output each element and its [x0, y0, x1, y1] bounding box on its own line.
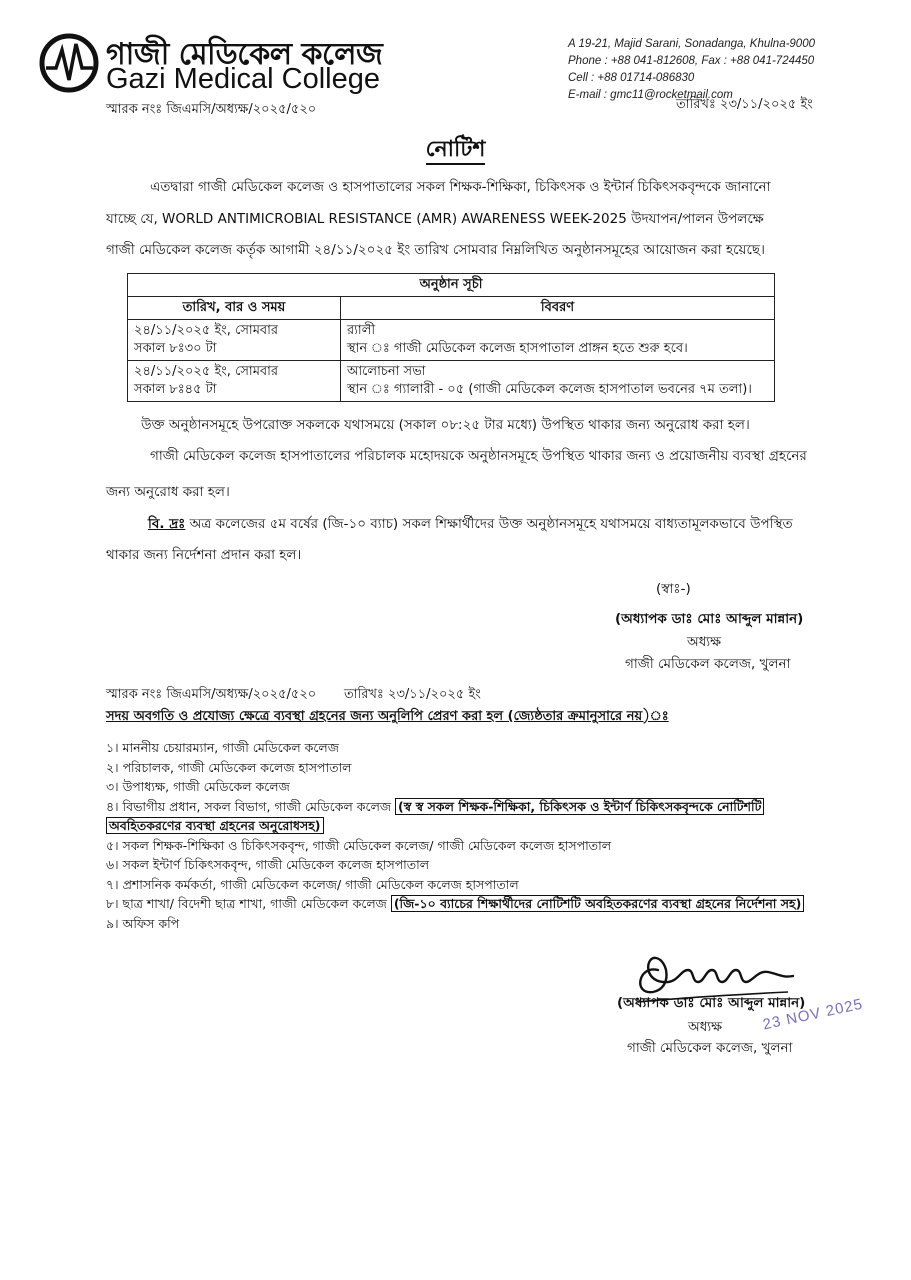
copy-signatory-org: গাজী মেডিকেল কলেজ, খুলনা — [627, 1040, 793, 1056]
schedule-table — [127, 273, 775, 402]
row-time: সকাল ৮ঃ৪৫ টা — [134, 382, 217, 397]
copy-signatory-name: (অধ্যাপক ডাঃ মোঃ আব্দুল মান্নান) — [617, 995, 806, 1011]
signatory-title: অধ্যক্ষ — [687, 634, 722, 650]
memo-date: তারিখঃ ২৩/১১/২০২৫ ইং — [676, 97, 813, 112]
row-venue: স্থান ঃ গ্যালারী - ০৫ (গাজী মেডিকেল কলেজ হাসপাতাল ভবনের ৭ম তলা)। — [347, 382, 752, 397]
copy-heading: সদয় অবগতি ও প্রযোজ্য ক্ষেত্রে ব্যবস্থা গ্রহনের জন্য অনুলিপি প্রেরণ করা হল (জ্যেষ্ঠতার ক্রমানুসারে নয়)ঃ — [106, 709, 669, 724]
row-venue: স্থান ঃ গাজী মেডিকেল কলেজ হাসপাতাল প্রাঙ্গন হতে শুরু হবে। — [347, 341, 688, 356]
date-stamp: 23 NOV 2025 — [761, 995, 865, 1034]
cell: Cell : +88 01714-086830 — [568, 72, 695, 84]
list-item-continued: অবহিতকরণের ব্যবস্থা গ্রহনের অনুরোধসহ) — [106, 816, 804, 836]
list-item: ৬। সকল ইন্টার্ণ চিকিৎসকবৃন্দ, গাজী মেডিকেল কলেজ হাসপাতাল — [106, 857, 430, 872]
para1-line2: যাচ্ছে যে, WORLD ANTIMICROBIAL RESISTANCE (AMR) AWARENESS WEEK-2025 উদযাপন/পালন উপলক্ষে — [106, 211, 764, 227]
list-item: ৪। বিভাগীয় প্রধান, সকল বিভাগ, গাজী মেডিকেল কলেজ (স্ব স্ব সকল শিক্ষক-শিক্ষিকা, চিকিৎসক ও ইন্টার্ণ চিকিৎসকবৃন্দকে নোটিশটি — [106, 797, 804, 817]
signatory-name: (অধ্যাপক ডাঃ মোঃ আব্দুল মান্নান) — [615, 611, 804, 627]
memo-number: স্মারক নংঃ জিএমসি/অধ্যক্ষ/২০২৫/৫২০ — [106, 102, 317, 117]
schedule-col-date: তারিখ, বার ও সময় — [128, 297, 341, 320]
list-item: ৭। প্রশাসনিক কর্মকর্তা, গাজী মেডিকেল কলেজ/ গাজী মেডিকেল কলেজ হাসপাতাল — [106, 876, 519, 892]
email: E-mail : gmc11@rocketmail.com — [568, 89, 733, 101]
row-time: সকাল ৮ঃ৩০ টা — [134, 341, 217, 356]
list-item: ৫। সকল শিক্ষক-শিক্ষিকা ও চিকিৎসকবৃন্দ, গাজী মেডিকেল কলেজ/ গাজী মেডিকেল কলেজ হাসপাতাল — [106, 837, 612, 853]
phone: Phone : +88 041-812608, Fax : +88 041-724450 — [568, 55, 815, 67]
list-item: ২। পরিচালক, গাজী মেডিকেল কলেজ হাসপাতাল — [106, 759, 352, 775]
list-item: ৯। অফিস কপি — [106, 915, 180, 931]
contact-block — [568, 36, 815, 104]
list-item: ৮। ছাত্র শাখা/ বিদেশী ছাত্র শাখা, গাজী মেডিকেল কলেজ (জি-১০ ব্যাচের শিক্ষার্থীদের নোটিশটি অবহিতকরণের ব্যবস্থা গ্রহনের নির্দেশনা সহ) — [106, 894, 804, 914]
nb-label: বি. দ্রঃ — [148, 516, 186, 532]
copy-date: তারিখঃ ২৩/১১/২০২৫ ইং — [344, 687, 481, 702]
table-row — [128, 361, 775, 402]
signatory-org: গাজী মেডিকেল কলেজ, খুলনা — [625, 656, 791, 672]
list-item: ১। মাননীয় চেয়ারম্যান, গাজী মেডিকেল কলেজ — [106, 740, 339, 755]
copy-list — [106, 738, 804, 933]
schedule-title: অনুষ্ঠান সূচী — [128, 274, 775, 297]
table-row — [128, 320, 775, 361]
copy-signatory-title: অধ্যক্ষ — [688, 1019, 723, 1035]
schedule-col-desc: বিবরণ — [341, 297, 775, 320]
para1-line3: গাজী মেডিকেল কলেজ কর্তৃক আগামী ২৪/১১/২০২৫ ইং তারিখ সোমবার নিম্নলিখিত অনুষ্ঠানসমূহের আয়োজন করা হয়েছে। — [106, 242, 765, 258]
para3-line2: জন্য অনুরোধ করা হল। — [106, 484, 230, 500]
college-name-english: Gazi Medical College — [106, 63, 381, 95]
college-logo — [38, 30, 100, 96]
list-item: ৩। উপাধ্যক্ষ, গাজী মেডিকেল কলেজ — [106, 779, 290, 794]
address: A 19-21, Majid Sarani, Sonadanga, Khulna-9000 — [568, 38, 815, 50]
para1-line1: এতদ্বারা গাজী মেডিকেল কলেজ ও হাসপাতালের সকল শিক্ষক-শিক্ষিকা, চিকিৎসক ও ইন্টার্ন চিকিৎসকবৃন্দকে জানানো — [150, 179, 771, 195]
item8-note: (জি-১০ ব্যাচের শিক্ষার্থীদের নোটিশটি অবহিতকরণের ব্যবস্থা গ্রহনের নির্দেশনা সহ) — [391, 895, 805, 912]
college-name-bengali: গাজী মেডিকেল কলেজ — [106, 37, 383, 72]
row-date: ২৪/১১/২০২৫ ইং, সোমবার — [134, 323, 279, 338]
para2: উক্ত অনুষ্ঠানসমূহে উপরোক্ত সকলকে যথাসময়ে (সকাল ০৮:২৫ টার মধ্যে) উপস্থিত থাকার জন্য অনুরোধ করা হল। — [141, 417, 750, 433]
signed-mark: (স্বাঃ-) — [656, 581, 691, 597]
para3-line1: গাজী মেডিকেল কলেজ হাসপাতালের পরিচালক মহোদয়কে অনুষ্ঠানসমূহে উপস্থিত থাকার জন্য ও প্রয়োজনীয় ব্যবস্থা গ্রহনের — [150, 448, 807, 464]
notice-title: নোটিশ — [0, 132, 911, 169]
row-date: ২৪/১১/২০২৫ ইং, সোমবার — [134, 364, 279, 379]
para4-line1: বি. দ্রঃ অত্র কলেজের ৫ম বর্ষের (জি-১০ ব্যাচ) সকল শিক্ষার্থীদের উক্ত অনুষ্ঠানসমূহে যথাসময়ে বাধ্যতামূলকভাবে উপস্থিত — [148, 516, 793, 532]
row-event: র‍্যালী — [347, 323, 376, 338]
row-event: আলোচনা সভা — [347, 364, 426, 379]
item4-note: (স্ব স্ব সকল শিক্ষক-শিক্ষিকা, চিকিৎসক ও ইন্টার্ণ চিকিৎসকবৃন্দকে নোটিশটি — [395, 798, 764, 815]
para4-line2: থাকার জন্য নির্দেশনা প্রদান করা হল। — [106, 547, 302, 563]
copy-memo-number: স্মারক নংঃ জিএমসি/অধ্যক্ষ/২০২৫/৫২০ — [106, 687, 317, 702]
